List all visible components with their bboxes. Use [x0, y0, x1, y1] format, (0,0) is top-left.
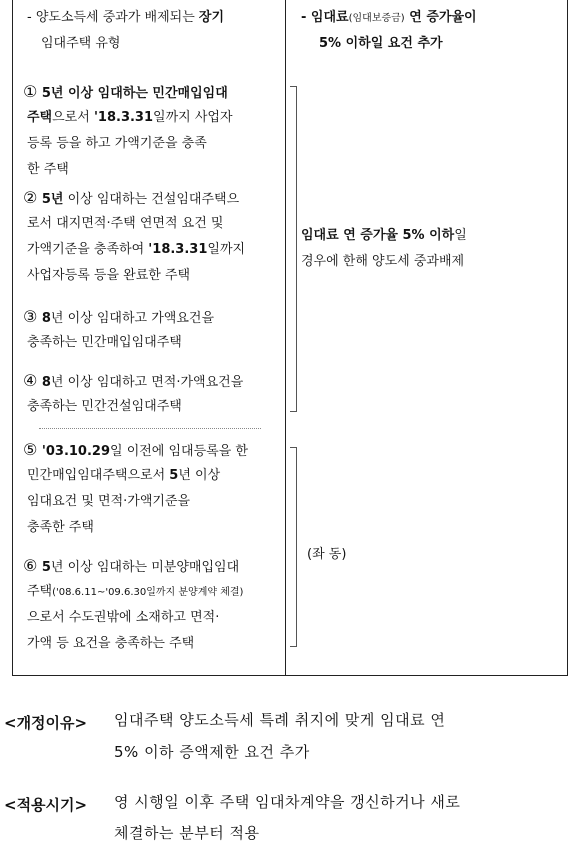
item-line [23, 438, 248, 464]
left-header-line2: 임대주택 유형 [41, 36, 121, 51]
group2-bracket [290, 447, 297, 647]
item-line [27, 516, 94, 540]
item-text: 한 주택 [27, 162, 69, 177]
right-group1-line2: 경우에 한해 양도세 중과배제 [301, 254, 465, 269]
effective-date-label: <적용시기> [4, 796, 88, 814]
item-text: ('08.6.11~'09.6.30일까지 분양계약 체결) [52, 587, 244, 598]
item-text: 년 이상 임대하고 면적·가액요건을 [50, 375, 244, 390]
item-number-marker: ① [23, 82, 38, 101]
item-line [23, 554, 239, 580]
item-line [27, 238, 245, 262]
item-text: 주택 [27, 110, 53, 125]
item-text: 8 [37, 375, 51, 390]
reason-line1: 임대주택 양도소득세 특례 취지에 맞게 임대료 연 [114, 711, 446, 729]
item-text: 일까지 사업자 [153, 110, 233, 125]
item-text: 년 이상 임대하는 미분양매입임대 [50, 560, 240, 575]
item-text: 주택 [27, 584, 53, 599]
item-text: 등록 등을 하고 가액기준을 충족 [27, 136, 207, 151]
item-number-marker: ④ [23, 371, 38, 390]
reason-label: <개정이유> [4, 714, 88, 732]
group-separator [39, 428, 261, 429]
item-text: 일까지 [207, 242, 246, 257]
item-text: 가액기준을 충족하여 [27, 242, 149, 257]
item-line [27, 580, 243, 605]
item-text: '18.3.31 [93, 110, 154, 125]
item-line [27, 395, 182, 419]
group1-bracket [290, 86, 297, 412]
item-text: 년 이상 임대하고 가액요건을 [50, 311, 215, 326]
item-text: 사업자등록 등을 완료한 주택 [27, 268, 191, 283]
item-number-marker: ⑤ [23, 440, 38, 459]
item-line [23, 80, 228, 106]
effective-date-line1: 영 시행일 이후 주택 임대차계약을 갱신하거나 새로 [114, 793, 461, 811]
right-header-line2: 5% 이하일 요건 추가 [319, 36, 443, 51]
item-line [27, 158, 69, 182]
item-text: 으로서 수도권밖에 소재하고 면적· [27, 610, 220, 625]
item-line [27, 632, 194, 656]
item-line [23, 186, 239, 212]
item-line [27, 212, 223, 236]
item-text: 가액 등 요건을 충족하는 주택 [27, 636, 195, 651]
item-number-marker: ② [23, 188, 38, 207]
right-header-line1: - 임대료(임대보증금) 연 증가율이 [301, 10, 477, 25]
item-line [27, 490, 190, 514]
comparison-table [12, 0, 568, 676]
right-group1-line1: 임대료 연 증가율 5% 이하일 [301, 228, 467, 243]
item-text: '03.10.29 [37, 444, 110, 459]
item-text: 5 [169, 468, 179, 483]
item-text: 임대요건 및 면적·가액기준을 [27, 494, 191, 509]
item-number-marker: ⑥ [23, 556, 38, 575]
item-text: 8 [37, 311, 51, 326]
left-header-line1: - 양도소득세 중과가 배제되는 장기 [27, 10, 225, 25]
effective-date-line2: 체결하는 분부터 적용 [114, 824, 260, 842]
item-line [23, 305, 214, 331]
item-text: 일 이전에 임대등록을 한 [110, 444, 248, 459]
item-text: 5 [37, 560, 51, 575]
item-number-marker: ③ [23, 307, 38, 326]
item-line [27, 106, 233, 130]
item-line [27, 464, 220, 488]
item-line [27, 264, 190, 288]
item-text: 년 이상 [178, 468, 221, 483]
item-text: 충족하는 민간건설임대주택 [27, 399, 182, 414]
item-line [23, 369, 243, 395]
right-group2-text: (좌 동) [307, 547, 347, 562]
item-text: 충족하는 민간매입임대주택 [27, 335, 182, 350]
item-text: 5년 이상 임대하는 민간매입임대 [37, 86, 228, 101]
item-line [27, 132, 207, 156]
item-text: '18.3.31 [148, 242, 208, 257]
item-text: 로서 대지면적·주택 연면적 요건 및 [27, 216, 224, 231]
item-text: 충족한 주택 [27, 520, 94, 535]
item-text: 이상 임대하는 건설임대주택으 [63, 192, 240, 207]
item-text: 민간매입임대주택으로서 [27, 468, 170, 483]
reason-line2: 5% 이하 증액제한 요건 추가 [114, 743, 310, 761]
item-text: 5년 [37, 192, 64, 207]
item-line [27, 331, 182, 355]
item-line [27, 606, 219, 630]
column-divider [285, 0, 286, 675]
item-text: 으로서 [52, 110, 94, 125]
